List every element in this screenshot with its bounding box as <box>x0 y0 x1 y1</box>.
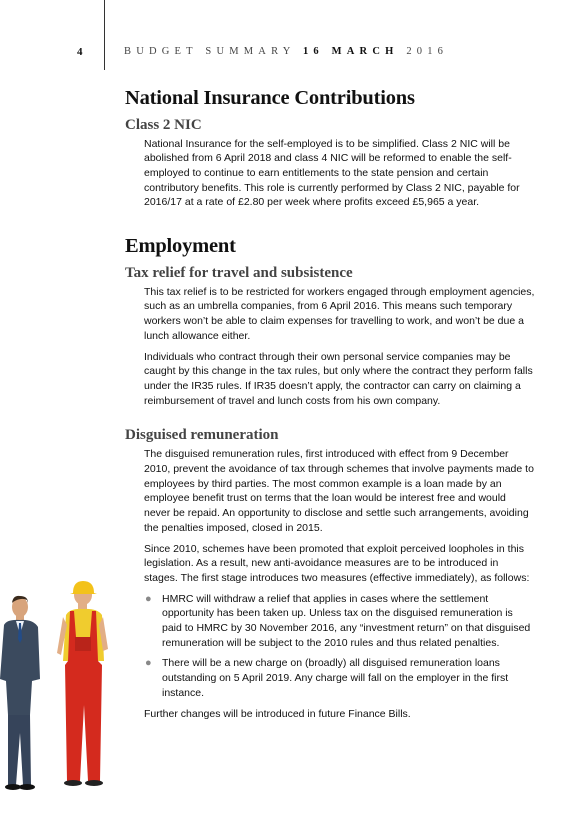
class2-subheading: Class 2 NIC <box>125 116 202 133</box>
disguised-paragraph-1: The disguised remuneration rules, first introduced with effect from 9 December 2010, prevent the avoidance of tax through schemes that involve payments made to employees by third parties. The most common example is a loan made by an employee benefit trust on terms that the loan would be interest free and would never be repaid. An opportunity to disclose and settle such arrangements, avoiding the penalties imposed, closed in 2015. <box>144 448 534 534</box>
travel-subheading: Tax relief for travel and subsistence <box>125 264 353 281</box>
travel-paragraph-2: Individuals who contract through their own personal service companies may be caught by this change in the tax rules, but only where the contract they perform falls under the IR35 rules. If IR35 doesn’t apply, the contractor can carry on claiming a reimbursement of travel and lunch costs from his own company. <box>144 350 533 407</box>
header-divider <box>104 0 105 70</box>
running-header-year: 2016 <box>406 46 449 57</box>
travel-body <box>144 285 535 409</box>
disguised-subheading: Disguised remuneration <box>125 427 279 444</box>
disguised-bullet-list <box>144 592 535 701</box>
disguised-body <box>144 447 535 721</box>
worker-figure <box>57 581 108 786</box>
bullet-item <box>144 656 535 700</box>
bullet-dot-icon: ● <box>145 592 152 605</box>
class2-paragraph: National Insurance for the self-employed is to be simplified. Class 2 NIC will be abolished from 6 April 2018 and class 4 NIC will be reformed to enable the self-employed to continue to earn entitlements to the state pension and certain contributory benefits. This role is currently performed by Class 2 NIC, payable for 2016/17 at a rate of £2.80 per week where profits exceed £5,965 a year. <box>144 137 520 209</box>
bullet-item <box>144 592 535 651</box>
page-content <box>125 86 535 727</box>
running-header-title: BUDGET SUMMARY <box>124 46 296 57</box>
nic-heading: National Insurance Contributions <box>125 87 415 109</box>
running-header <box>124 46 448 57</box>
page-number: 4 <box>77 46 83 58</box>
bullet-text: HMRC will withdraw a relief that applies in cases where the settlement opportunity has been taken up. Unless tax on the disguised remuneration is paid to HMRC by 30 November 2016, any “investment return” on that disguised remuneration will be subject to the 2010 rules and thus related penalties. <box>162 592 531 649</box>
businessman-figure <box>0 596 40 790</box>
disguised-paragraph-3: Further changes will be introduced in future Finance Bills. <box>144 707 411 720</box>
running-header-date: 16 MARCH <box>302 46 399 57</box>
travel-paragraph-1: This tax relief is to be restricted for workers engaged through employment agencies, such as an umbrella companies, from 6 April 2016. This means such temporary workers won’t be able to claim expenses for travelling to work, and won’t be due a lunch allowance either. <box>144 285 535 342</box>
disguised-paragraph-2: Since 2010, schemes have been promoted that exploit perceived loopholes in this legislation. As a result, new anti-avoidance measures are to be introduced in stages. The first stage introduces two measures (effective immediately), as follows: <box>144 542 530 584</box>
class2-body <box>144 137 535 211</box>
bullet-dot-icon: ● <box>145 657 152 670</box>
employment-heading: Employment <box>125 235 236 258</box>
bullet-text: There will be a new charge on (broadly) all disguised remuneration loans outstanding on 5 April 2019. Any charge will fall on the employer in the first instance. <box>162 657 509 699</box>
workers-illustration <box>0 575 112 805</box>
